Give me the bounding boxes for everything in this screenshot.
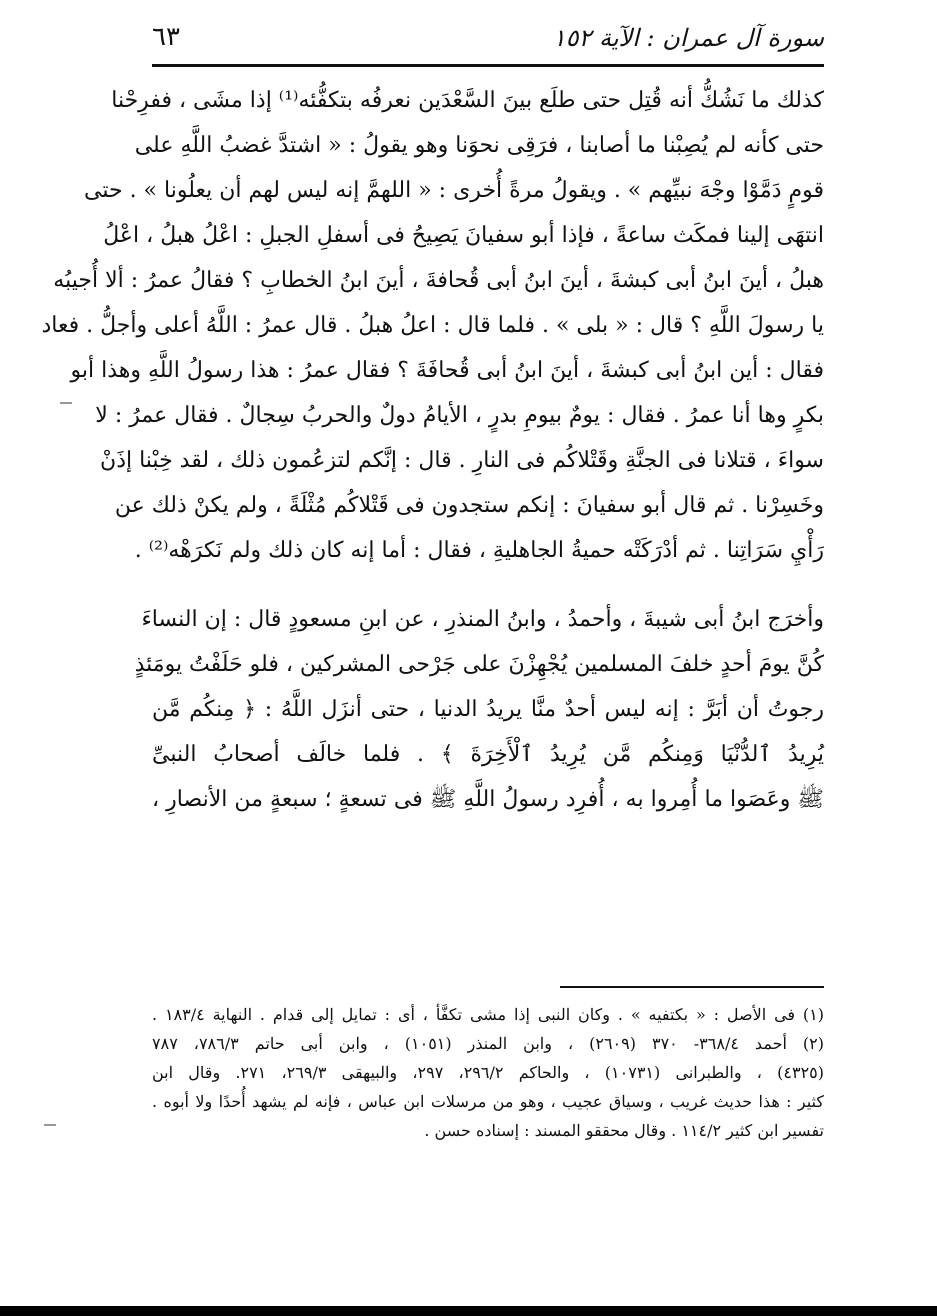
- scan-mark: [60, 402, 72, 404]
- text-line: حتى كأنه لم يُصِبْنا ما أصابنا ، فرَقِى نحوَنا وهو يقولُ : « اشتدَّ غضبُ اللَّهِ على: [134, 133, 824, 158]
- page-header: [152, 22, 824, 62]
- text-line: سواءَ ، قتلانا فى الجنَّةِ وقَتْلاكُم فى النارِ . قال : إنَّكم لتزعُمون ذلك ، لقد خِبْنا إذَنْ: [100, 448, 824, 473]
- text-line: كذلك ما نَشُكُّ أنه قُتِل حتى طلَع بينَ السَّعْدَين نعرفُه بتكفُّئه⁽¹⁾ إذا مشَى ، ففرِحْنا: [111, 88, 824, 113]
- text-line: قومٍ دَمَّوْا وجْهَ نبيِّهم » . ويقولُ مرةً أُخرى : « اللهمَّ إنه ليس لهم أن يعلُونا » . حتى: [84, 178, 824, 203]
- text-line: رَأْيِ سَرَاتِنا . ثم أدْرَكَتْه حميةُ الجاهليةِ ، فقال : أما إنه كان ذلك ولم نَكرَهْه⁽²⁾ .: [134, 538, 824, 563]
- footnote-line: كثير : هذا حديث غريب ، وسياق عجيب ، وهو من مرسلات ابن عباس ، فإنه لم يشهد أُحدًا ولا أبوه .: [152, 1092, 824, 1111]
- footnote-line: (١) فى الأصل : « بكتفيه » . وكان النبى إذا مشى تكفَّأ ، أى : تمايل إلى قدام . النهاية ١٨٣/٤ .: [152, 1005, 825, 1024]
- text-line: بكرٍ وها أنا عمرُ . فقال : يومٌ بيومِ بدرٍ ، الأيامُ دولٌ والحربُ سِجالٌ . فقال عمرُ : لا: [95, 403, 824, 428]
- footnote-line: (٢) أحمد ٣٦٨/٤- ٣٧٠ (٢٦٠٩) ، وابن المنذر (١٠٥١) ، وابن أبى حاتم ٧٨٦/٣، ٧٨٧: [152, 1034, 825, 1053]
- running-title: سورة آل عمران : الآية ١٥٢: [552, 24, 824, 52]
- footnote-line: (٤٣٢٥) ، والطبرانى (١٠٧٣١) ، والحاكم ٢٩٦/٢، ٢٩٧، والبيهقى ٢٦٩/٣، ٢٧١. وقال ابن: [152, 1063, 825, 1082]
- text-line: وأخرَج ابنُ أبى شيبةَ ، وأحمدُ ، وابنُ المنذرِ ، عن ابنِ مسعودٍ قال : إن النساءَ: [141, 607, 824, 632]
- text-line: انتهَى إلينا فمكَث ساعةً ، فإذا أبو سفيانَ يَصِيحُ فى أسفلِ الجبلِ : اعْلُ هبلُ ، اعْلُ: [103, 223, 824, 248]
- text-line: ﷺ وعَصَوا ما أُمِروا به ، أُفرِد رسولُ اللَّهِ ﷺ فى تسعةٍ ؛ سبعةٍ من الأنصارِ ،: [152, 787, 824, 812]
- text-line: فقال : أين ابنُ أبى كبشةَ ، أينَ ابنُ أبى قُحافَةَ ؟ فقال عمرُ : هذا رسولُ اللَّهِ وهذا أبو: [70, 358, 824, 383]
- main-text: [41, 78, 824, 822]
- scan-edge-bar: [0, 1306, 937, 1316]
- header-rule: [152, 64, 824, 67]
- footnotes: [152, 1000, 824, 1145]
- scan-mark: [44, 1124, 56, 1126]
- footnote-line: تفسير ابن كثير ١١٤/٢ . وقال محققو المسند : إسناده حسن .: [424, 1121, 824, 1140]
- text-line: رجوتُ أن أبَرَّ : إنه ليس أحدٌ منَّا يريدُ الدنيا ، حتى أنزَل اللَّهُ : ﴿ مِنكُم مَّن: [152, 697, 824, 722]
- text-line: يا رسولَ اللَّهِ ؟ قال : « بلى » . فلما قال : اعلُ هبلُ . قال عمرُ : اللَّهُ أعلى وأجلُّ . فعاد: [41, 313, 824, 338]
- text-line: هبلُ ، أينَ ابنُ أبى كبشةَ ، أينَ ابنُ أبى قُحافةَ ، أينَ ابنُ الخطابِ ؟ فقالُ عمرُ : ألا أُجيبُه: [53, 268, 824, 293]
- text-line: يُرِيدُ ٱلدُّنْيَا وَمِنكُم مَّن يُرِيدُ ٱلْأَخِرَةَ ﴾ . فلما خالَف أصحابُ النبىِّ: [152, 742, 824, 767]
- text-line: وخَسِرْنا . ثم قال أبو سفيانَ : إنكم ستجدون فى قَتْلاكُم مُثْلَةً ، ولم يكنْ ذلك عن: [114, 493, 824, 518]
- text-line: كُنَّ يومَ أحدٍ خلفَ المسلمين يُجْهِزْنَ على جَرْحى المشركين ، فلو حَلَفْتُ يومَئذٍ: [134, 652, 824, 677]
- footnote-separator: [560, 986, 824, 988]
- page-number: ٦٣: [152, 22, 180, 52]
